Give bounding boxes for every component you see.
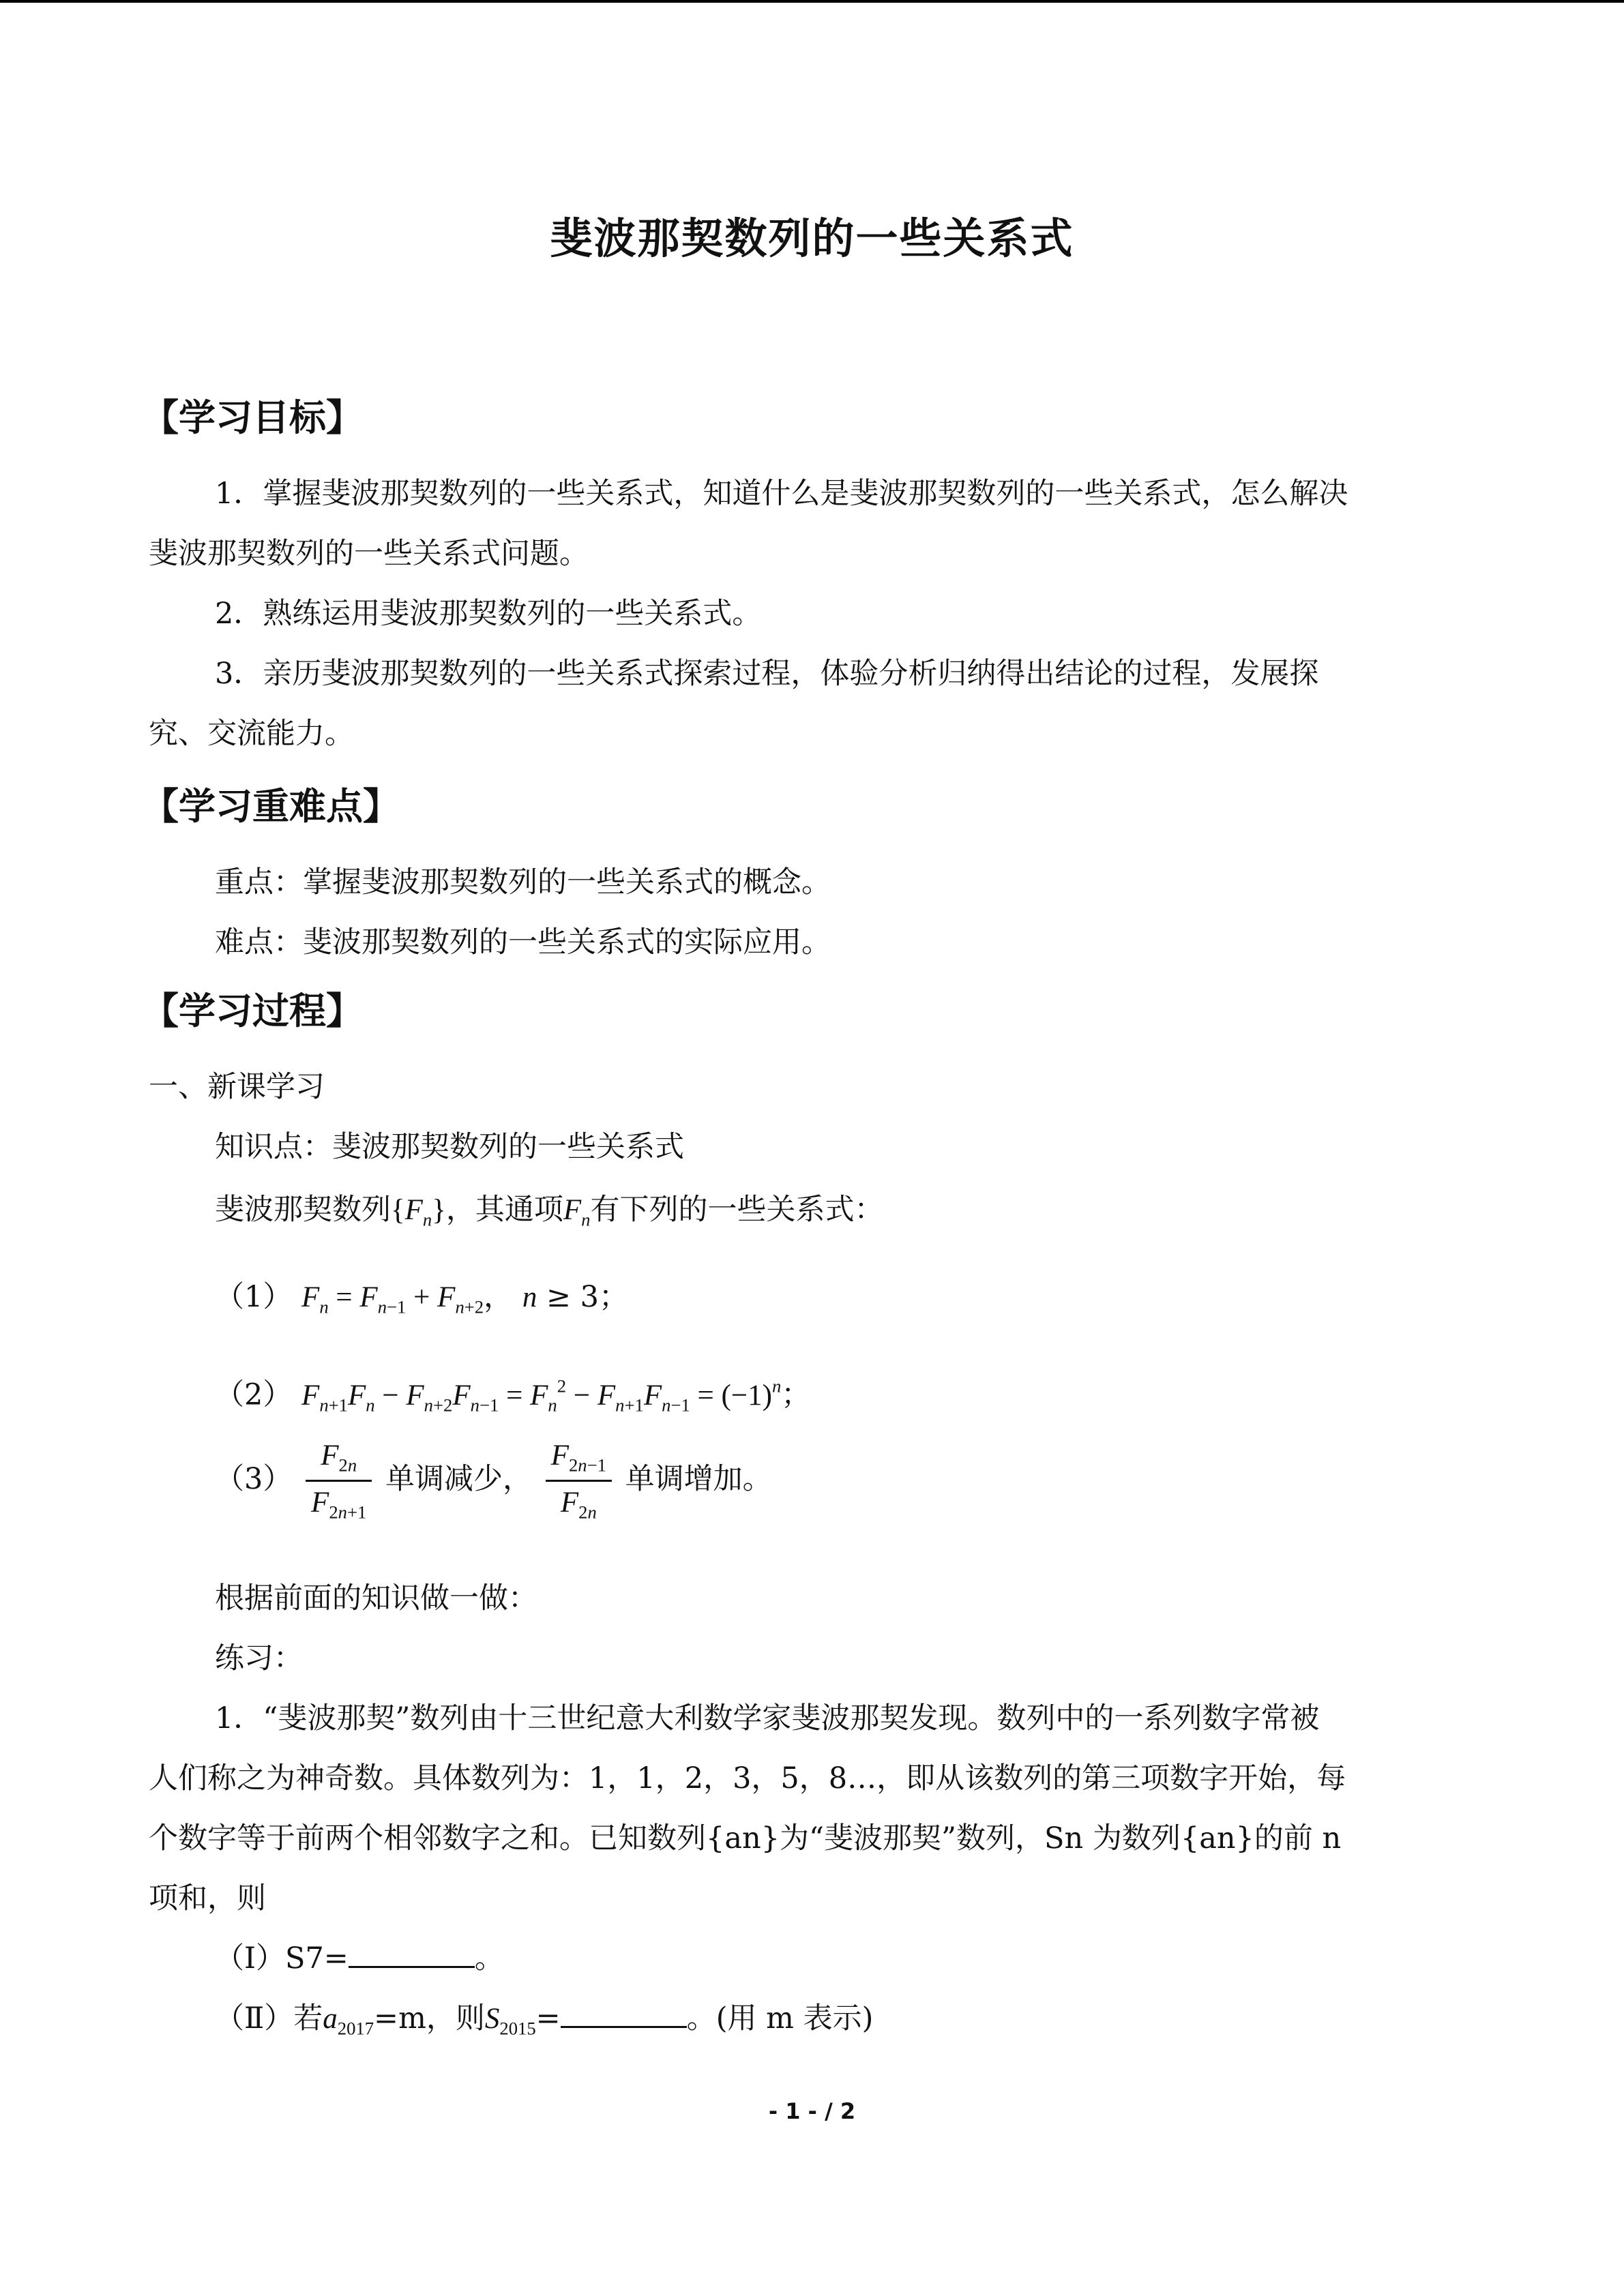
formula-1-expression: $F_n = F_{n-1} + F_{n+2}$ [301, 1281, 484, 1317]
formula-3 [215, 1439, 772, 1523]
section-heading-key-points: 【学习重难点】 [142, 785, 400, 828]
part-i-end: 。 [474, 1941, 504, 1976]
part-ii-text-b: =m，则 [374, 2001, 485, 2036]
key-point-focus: 重点：掌握斐波那契数列的一些关系式的概念。 [215, 865, 831, 899]
objective-3-line-1: 3．亲历斐波那契数列的一些关系式探索过程，体验分析归纳得出结论的过程，发展探 [215, 657, 1319, 691]
intro-text-c: 有下列的一些关系式： [590, 1193, 884, 1227]
page-title: 斐波那契数列的一些关系式 [550, 213, 1074, 263]
formula-3-label: （3） [215, 1461, 293, 1496]
objective-3-line-2: 究、交流能力。 [149, 717, 354, 751]
question-1-part-ii [215, 1988, 873, 2058]
sequence-symbol: $\{F_n\}$ [391, 1194, 446, 1230]
fraction-odd-over-even: $\frac{F_{2n-1}}{F_{2n}}$ [546, 1439, 612, 1523]
formula-1-label: （1） [215, 1280, 293, 1314]
part-ii-text-a: （Ⅱ）若 [215, 2001, 323, 2036]
sum-s2015: $S_{2015}$ [484, 2003, 536, 2039]
page-number: - 1 - / 2 [768, 2098, 856, 2124]
do-it-prompt: 根据前面的知识做一做： [215, 1581, 537, 1615]
formula-1-var-n: n [522, 1281, 537, 1313]
part-ii-text-d: 。(用 m 表示) [686, 2001, 874, 2036]
page-top-border [0, 0, 1624, 3]
section-heading-objectives: 【学习目标】 [142, 396, 363, 439]
formula-1-condition: ≥ 3； [546, 1280, 629, 1314]
objective-1-line-1: 1．掌握斐波那契数列的一些关系式，知道什么是斐波那契数列的一些关系式，怎么解决 [215, 477, 1348, 511]
objective-2: 2．熟练运用斐波那契数列的一些关系式。 [215, 597, 762, 631]
question-1-line-4: 项和，则 [149, 1881, 266, 1915]
formula-3-text-2: 单调增加。 [625, 1461, 772, 1496]
formula-2-tail: ； [781, 1377, 811, 1412]
key-point-difficulty: 难点：斐波那契数列的一些关系式的实际应用。 [215, 925, 831, 959]
intro-text-a: 斐波那契数列 [215, 1193, 391, 1227]
part-ii-text-c: = [535, 2001, 561, 2036]
general-term-symbol: $F_n$ [563, 1194, 591, 1230]
knowledge-point: 知识点：斐波那契数列的一些关系式 [215, 1130, 684, 1164]
formula-3-text-1: 单调减少， [385, 1461, 533, 1496]
question-1-line-1: 1．“斐波那契”数列由十三世纪意大利数学家斐波那契发现。数列中的一系列数字常被 [215, 1701, 1320, 1735]
term-a2017: $a_{2017}$ [323, 2003, 374, 2039]
practice-label: 练习： [215, 1641, 303, 1675]
question-1-line-3: 个数字等于前两个相邻数字之和。已知数列{an}为“斐波那契”数列，Sn 为数列{an}的前 n [149, 1821, 1342, 1855]
part-1-heading: 一、新课学习 [149, 1070, 325, 1104]
question-1-part-i [215, 1928, 504, 1988]
fraction-even-over-odd: $\frac{F_{2n}}{F_{2n+1}}$ [306, 1439, 372, 1523]
question-1-line-2: 人们称之为神奇数。具体数列为：1，1，2，3，5，8…，即从该数列的第三项数字开始，每 [149, 1761, 1346, 1795]
intro-text-b: ，其通项 [445, 1193, 563, 1227]
answer-blank-s2015[interactable] [561, 2000, 687, 2028]
formula-1-tail: ， [484, 1280, 514, 1314]
objective-1-line-2: 斐波那契数列的一些关系式问题。 [149, 537, 589, 571]
formula-2-expression: $F_{n+1}F_n - F_{n+2}F_{n-1} = F_n^2 - F_{n+1}F_{n-1} = (-1)^n$ [301, 1375, 782, 1415]
answer-blank-s7[interactable] [349, 1940, 475, 1968]
formula-2 [215, 1356, 810, 1435]
section-heading-process: 【学习过程】 [142, 989, 363, 1032]
intro-line [215, 1180, 884, 1249]
formula-1 [215, 1267, 628, 1337]
formula-2-label: （2） [215, 1377, 293, 1412]
part-i-text: （Ⅰ）S7= [215, 1941, 349, 1976]
